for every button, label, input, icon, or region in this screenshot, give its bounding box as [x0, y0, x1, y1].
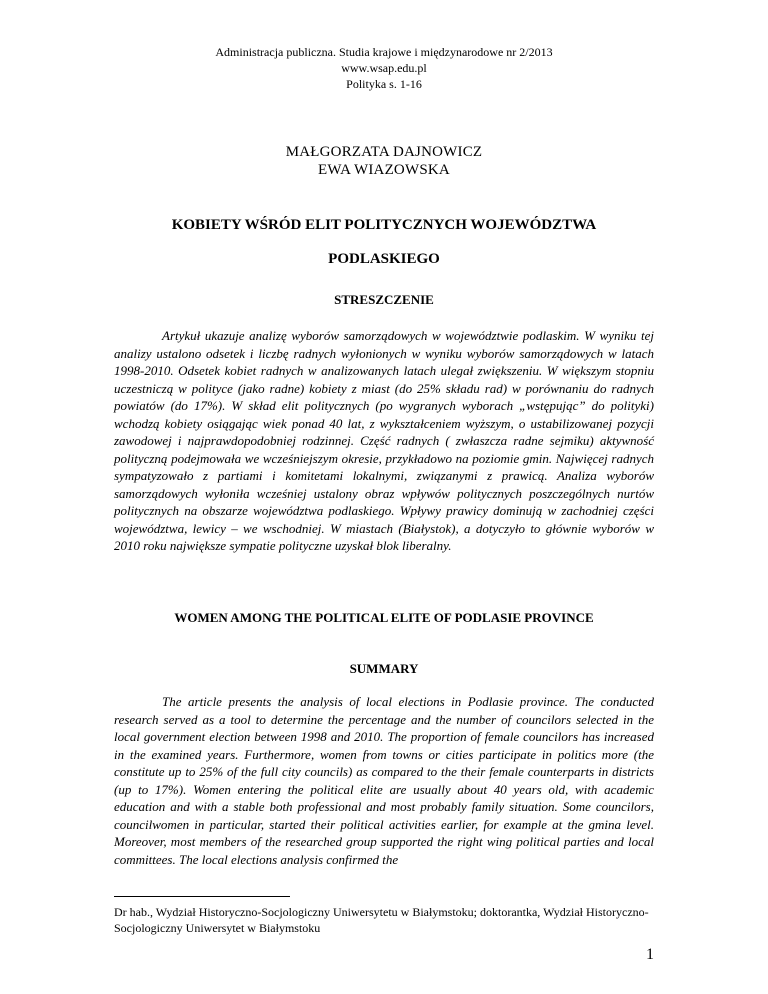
article-title	[0, 208, 768, 276]
page-number: 1	[646, 946, 654, 963]
english-title: WOMEN AMONG THE POLITICAL ELITE OF PODLASIE PROVINCE	[174, 610, 594, 625]
abstract-en-heading: SUMMARY	[349, 661, 419, 676]
journal-header	[0, 44, 768, 92]
abstract-en-text: The article presents the analysis of local elections in Podlasie province. The conducted research served as a tool to determine the percentage and the number of councilors selected in the local government election between 1998 and 2010. The proportion of female councilors has increased in the examined years. Furthermore, women from towns or cities participate in politics more (the constitute up to 25% of the full city councils) as compared to the their female counterparts in districts (up to 17%). Women entering the political elite are usually about 40 years old, with academic education and with a stable both professional and most probably family situation. Some councilors, councilwomen in particular, started their political activities earlier, for example at the gmina level. Moreover, most members of the researched group supported the right wing political parties and local committees. The local elections analysis confirmed the	[114, 694, 654, 867]
article-title-line: PODLASKIEGO	[328, 251, 440, 267]
journal-title: Administracja publiczna. Studia krajowe i międzynarodowe nr 2/2013	[215, 45, 553, 59]
author-name: EWA WIAZOWSKA	[318, 162, 450, 178]
article-title-line: KOBIETY WŚRÓD ELIT POLITYCZNYCH WOJEWÓDZTWA	[171, 217, 597, 233]
author-name: MAŁGORZATA DAJNOWICZ	[285, 144, 483, 160]
abstract-pl-text: Artykuł ukazuje analizę wyborów samorządowych w województwie podlaskim. W wyniku tej analizy ustalono odsetek i liczbę radnych wyłonionych w wyniku wyborów samorządowych w latach 1998-2010. Odsetek kobiet radnych w analizowanych latach ulegał zwiększeniu. W większym stopniu uczestniczą w polityce (jako radne) kobiety z miast (do 25% składu rad) w porównaniu do radnych powiatów (do 17%). W skład elit politycznych (po wygranych wyborach „wstępując” do polityki) wchodzą kobiety osiągając wiek ponad 40 lat, z wykształceniem wyższym, o ustabilizowanej pozycji zawodowej i najprawdopodobniej rodzinnej. Część radnych ( zwłaszcza radne sejmiku) aktywność polityczną podejmowała we wcześniejszym okresie, przykładowo na poziomie gmin. Najwięcej radnych sympatyzowało z partiami i komitetami lokalnymi, związanymi z prawicą. Analiza wyborów samorządowych wyłoniła wcześniej ustalony obraz wpływów politycznych poszczególnych nurtów politycznych na obszarze województwa podlaskiego. Wpływy prawicy dominują w zachodniej części województwa, lewicy – we wschodniej. W miastach (Białystok), a dotyczyło to głównie wyborów w 2010 roku największe sympatie polityczne uzyskał blok liberalny.	[114, 328, 654, 553]
author-list	[0, 143, 768, 179]
journal-url[interactable]: www.wsap.edu.pl	[341, 61, 427, 75]
journal-pages: Polityka s. 1-16	[346, 77, 422, 91]
footnote-divider	[114, 896, 290, 897]
footnote: Dr hab., Wydział Historyczno-Socjologiczny Uniwersytetu w Białymstoku; doktorantka, Wydział Historyczno-Socjologiczny Uniwersytet w Białymstoku	[114, 905, 649, 935]
abstract-pl-heading: STRESZCZENIE	[334, 292, 434, 307]
